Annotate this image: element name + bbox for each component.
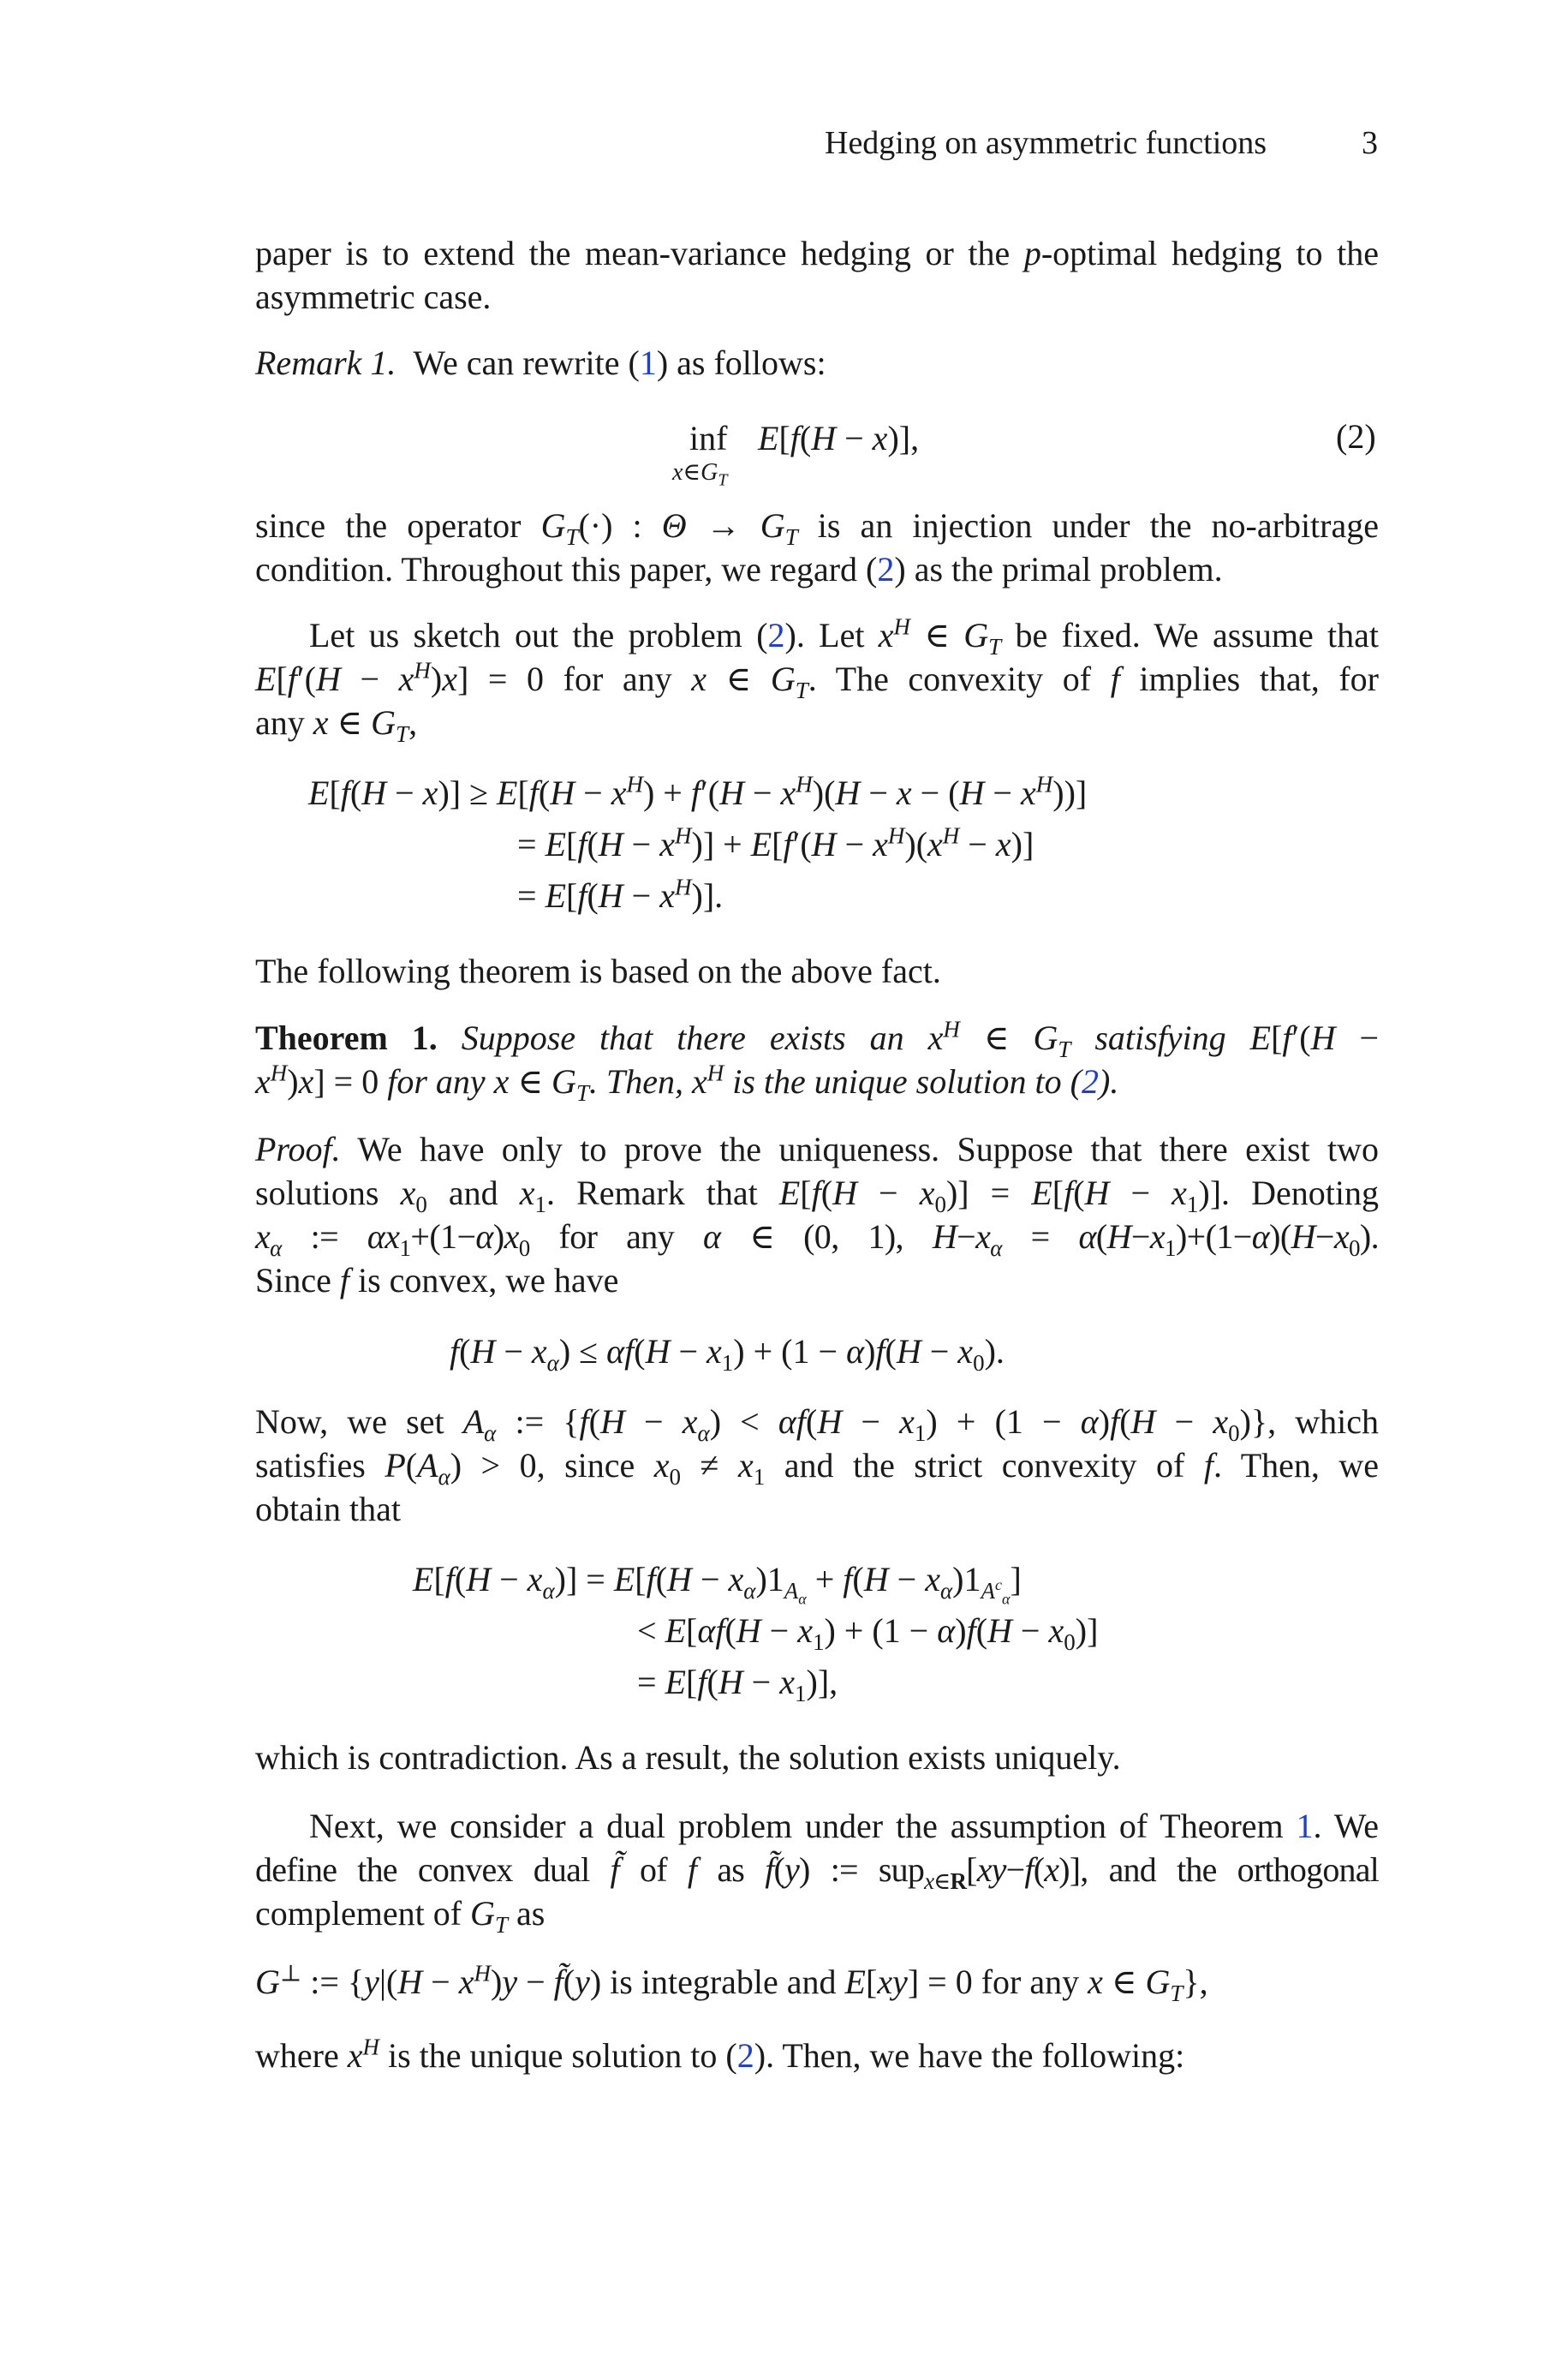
paragraph-where xyxy=(255,2034,1379,2077)
text-line: Theorem 1. Suppose that there exists an $x^H$ ∈ $G_T$ satisfying E[f′(H − xyxy=(255,1016,1380,1062)
text-span: condition. Throughout this paper, we regard ( xyxy=(255,550,878,589)
inf-subscript xyxy=(672,451,728,494)
paragraph-since xyxy=(255,504,1379,591)
text-span: ) as the primal problem. xyxy=(894,550,1223,589)
equation-ref-link[interactable]: 2 xyxy=(877,550,895,589)
chain-line-1: $E[f(H - x_\alpha)] = E[f(H - x_\alpha)1_{A_\alpha} + f(H - x_\alpha)1_{A^c_\alpha}]$ xyxy=(413,1560,1022,1608)
text-span: Next, we consider a dual problem under the assumption of Theorem xyxy=(309,1807,1297,1845)
chain-line-3: = $E[f(H - x_1)]$, xyxy=(637,1663,838,1706)
g-perp-definition: G⊥ := {$y|(H - x^H)y$ − f̃(y) is integrable and E[xy] = 0 for any x ∈ $G_T$}, xyxy=(255,1960,1208,2006)
inequality-line-2: = $E[f(H - x^H)] + E[f'(H - x^H)(x^H - x)]$ xyxy=(517,822,1034,863)
running-header xyxy=(0,124,1568,167)
proof xyxy=(255,1127,1379,1302)
proof-label: Proof. xyxy=(255,1130,341,1168)
text-line: complement of $G_T$ as xyxy=(255,1894,546,1938)
inequality-line-3: = $E[f(H - x^H)]$. xyxy=(517,874,724,915)
header-title: Hedging on asymmetric functions xyxy=(825,125,1267,161)
theorem-label: Theorem 1. xyxy=(255,1019,438,1057)
theorem-1 xyxy=(255,1016,1380,1106)
text-line: $E[f'(H - x^H)x] = 0$ for any x ∈ $G_T$. The convexity of f implies that, for xyxy=(255,657,1380,703)
paragraph-following: The following theorem is based on the above fact. xyxy=(255,952,941,990)
inf-operator: inf xyxy=(689,419,728,457)
text-line: since the operator $G_T(\cdot)$ : $\Theta \to G_T$ is an injection under the no-arbitrage xyxy=(255,506,1379,550)
text-line: any x ∈ $G_T$, xyxy=(255,703,418,747)
paragraph-dual xyxy=(255,1804,1379,1938)
remark-label: Remark 1. xyxy=(255,344,396,382)
equation-ref-link[interactable]: 2 xyxy=(736,2036,754,2075)
remark-1 xyxy=(255,341,1379,385)
text-line: Since f is convex, we have xyxy=(255,1261,619,1300)
text-line: Now, we set $A_\alpha$ := $\{f(H - x_\alpha) < \alpha f(H - x_1) + (1 - \alpha)f(H - x_0)\}$, which xyxy=(255,1402,1380,1446)
equation-ref-link[interactable]: 2 xyxy=(1082,1062,1099,1101)
inequality-line-1: $E[f(H - x)] \ge E[f(H - x^H) + f'(H - x^H)(H - x - (H - x^H))]$ xyxy=(308,771,1088,812)
page-number: 3 xyxy=(1362,125,1378,161)
paragraph-sketch xyxy=(255,613,1380,747)
text-line: $x^H)x] = 0$ for any x ∈ $G_T$. Then, $x^H$ is the unique solution to (2). xyxy=(255,1060,1119,1106)
equation-number: (2) xyxy=(1336,417,1376,456)
remark-text-a: We can rewrite ( xyxy=(413,344,640,382)
equation-expression: E[f(H − x)], xyxy=(758,419,920,457)
text-line: Proof. We have only to prove the uniqueness. Suppose that there exist two xyxy=(255,1130,1379,1168)
chain-line-2: < $E[\alpha f(H - x_1) + (1 - \alpha)f(H - x_0)]$ xyxy=(637,1611,1099,1655)
remark-text-b: ) as follows: xyxy=(656,344,826,382)
text-line: solutions $x_0$ and $x_1$. Remark that $E[f(H - x_0)] = E[f(H - x_1)]$. Denoting xyxy=(255,1174,1379,1217)
theorem-ref-link[interactable]: 1 xyxy=(1296,1807,1314,1845)
text-line xyxy=(255,1804,1379,1848)
text-line xyxy=(255,547,1379,591)
text-line: Let us sketch out the problem (2). Let $x^H$ ∈ $G_T$ be fixed. We assume that xyxy=(309,613,1380,660)
text-line: $x_\alpha$ := $\alpha x_1+(1-\alpha)x_0$ for any α ∈ (0, 1), $H-x_\alpha = \alpha(H-x_1)+(1-\alpha)(H-x_0)$. xyxy=(255,1217,1380,1261)
equation-ref-link[interactable]: 1 xyxy=(639,344,657,382)
subscript-text: x∈G xyxy=(672,459,718,486)
text-line: where $x^H$ is the unique solution to (2). Then, we have the following: xyxy=(255,2034,1185,2075)
text-span: Let us sketch out the problem ( xyxy=(309,616,768,654)
paragraph-now xyxy=(255,1400,1379,1531)
convexity-equation: $f(H - x_\alpha) \le \alpha f(H - x_1) + (1 - \alpha)f(H - x_0)$. xyxy=(450,1332,1005,1376)
paragraph-intro xyxy=(255,231,1379,319)
text-line: define the convex dual f̃ of f as f̃(y) := sup$_{x\in R}$[xy−f(x)], and the orthogonal xyxy=(255,1850,1379,1894)
subscript-sub: T xyxy=(718,470,728,490)
text-line: asymmetric case. xyxy=(255,278,492,316)
text-line: paper is to extend the mean-variance hedging or the p-optimal hedging to the xyxy=(255,234,1380,272)
text-line: satisfies $P(A_\alpha) > 0$, since $x_0 \ne x_1$ and the strict convexity of f. Then, we xyxy=(255,1446,1380,1490)
paragraph-contradiction: which is contradiction. As a result, the solution exists uniquely. xyxy=(255,1738,1121,1777)
text-span: ). Then, we have the following: xyxy=(754,2036,1185,2075)
equation-ref-link[interactable]: 2 xyxy=(767,616,785,654)
text-line: obtain that xyxy=(255,1490,401,1528)
text-span: . We xyxy=(1313,1807,1379,1845)
